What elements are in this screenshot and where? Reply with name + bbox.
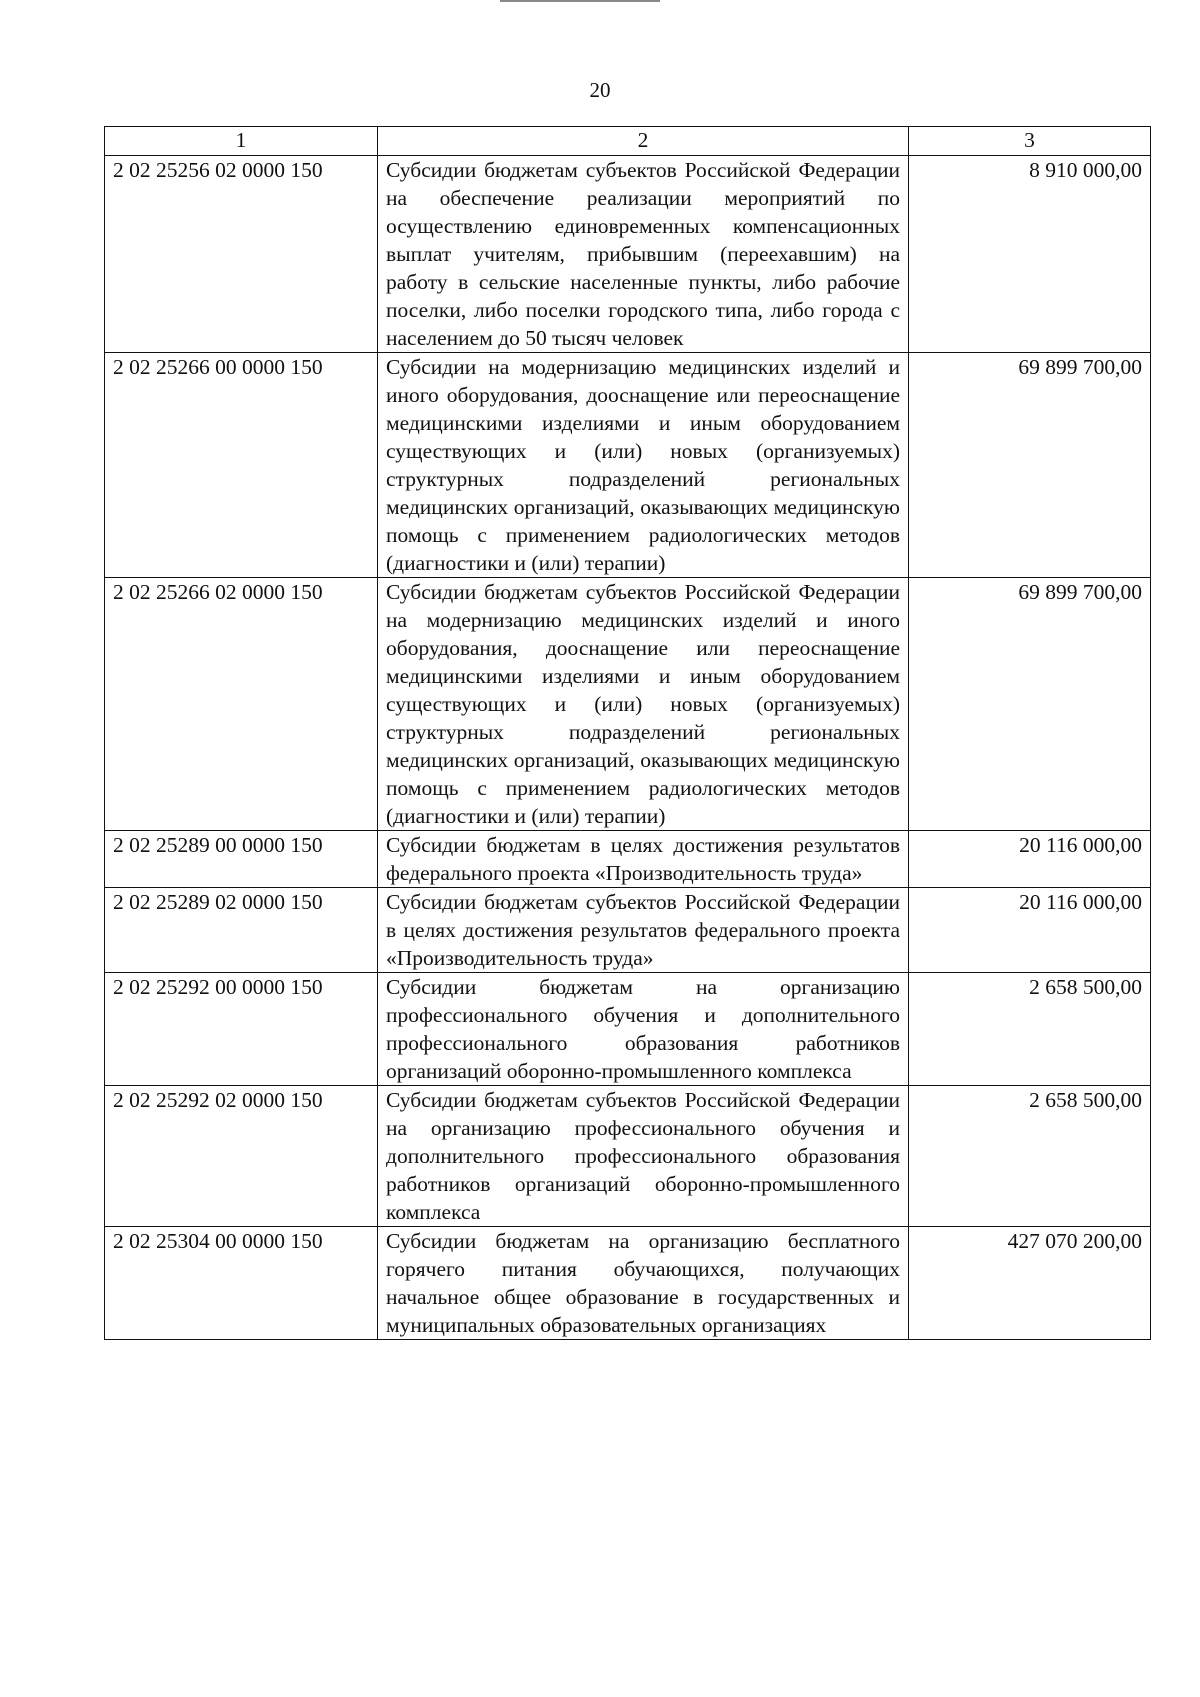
budget-code: 2 02 25289 00 0000 150 bbox=[105, 831, 378, 888]
budget-description: Субсидии бюджетам на организацию профессионального обучения и дополнительного профессионального образования работников организаций оборонно-промышленного комплекса bbox=[378, 973, 909, 1086]
column-header-2: 2 bbox=[378, 127, 909, 156]
budget-amount: 2 658 500,00 bbox=[909, 1086, 1151, 1227]
table-row bbox=[105, 353, 1151, 578]
budget-amount: 8 910 000,00 bbox=[909, 156, 1151, 353]
budget-description: Субсидии бюджетам субъектов Российской Федерации в целях достижения результатов федерального проекта «Производительность труда» bbox=[378, 888, 909, 973]
budget-description: Субсидии на модернизацию медицинских изделий и иного оборудования, дооснащение или переоснащение медицинскими изделиями и иным оборудованием существующих и (или) новых (организуемых) структурных подразделений региональных медицинских организаций, оказывающих медицинскую помощь с применением радиологических методов (диагностики и (или) терапии) bbox=[378, 353, 909, 578]
top-edge-rule bbox=[500, 0, 660, 2]
page-number: 20 bbox=[589, 78, 611, 102]
budget-table bbox=[104, 126, 1151, 1340]
budget-code: 2 02 25304 00 0000 150 bbox=[105, 1227, 378, 1340]
table-row bbox=[105, 1086, 1151, 1227]
budget-amount: 20 116 000,00 bbox=[909, 831, 1151, 888]
table-row bbox=[105, 973, 1151, 1086]
budget-amount: 2 658 500,00 bbox=[909, 973, 1151, 1086]
budget-code: 2 02 25289 02 0000 150 bbox=[105, 888, 378, 973]
table-row bbox=[105, 831, 1151, 888]
budget-code: 2 02 25292 02 0000 150 bbox=[105, 1086, 378, 1227]
column-header-3: 3 bbox=[909, 127, 1151, 156]
budget-amount: 69 899 700,00 bbox=[909, 578, 1151, 831]
budget-description: Субсидии бюджетам субъектов Российской Федерации на модернизацию медицинских изделий и иного оборудования, дооснащение или переоснащение медицинскими изделиями и иным оборудованием существующих и (или) новых (организуемых) структурных подразделений региональных медицинских организаций, оказывающих медицинскую помощь с применением радиологических методов (диагностики и (или) терапии) bbox=[378, 578, 909, 831]
budget-code: 2 02 25266 02 0000 150 bbox=[105, 578, 378, 831]
table-row bbox=[105, 156, 1151, 353]
budget-description: Субсидии бюджетам в целях достижения результатов федерального проекта «Производительность труда» bbox=[378, 831, 909, 888]
budget-amount: 20 116 000,00 bbox=[909, 888, 1151, 973]
table-row bbox=[105, 578, 1151, 831]
budget-description: Субсидии бюджетам субъектов Российской Федерации на организацию профессионального обучения и дополнительного профессионального образования работников организаций оборонно-промышленного комплекса bbox=[378, 1086, 909, 1227]
table-header-row bbox=[105, 127, 1151, 156]
budget-description: Субсидии бюджетам на организацию бесплатного горячего питания обучающихся, получающих начальное общее образование в государственных и муниципальных образовательных организациях bbox=[378, 1227, 909, 1340]
budget-code: 2 02 25292 00 0000 150 bbox=[105, 973, 378, 1086]
budget-description: Субсидии бюджетам субъектов Российской Федерации на обеспечение реализации мероприятий по осуществлению единовременных компенсационных выплат учителям, прибывшим (переехавшим) на работу в сельские населенные пункты, либо рабочие поселки, либо поселки городского типа, либо города с населением до 50 тысяч человек bbox=[378, 156, 909, 353]
budget-code: 2 02 25266 00 0000 150 bbox=[105, 353, 378, 578]
column-header-1: 1 bbox=[105, 127, 378, 156]
table-row bbox=[105, 1227, 1151, 1340]
budget-amount: 69 899 700,00 bbox=[909, 353, 1151, 578]
budget-code: 2 02 25256 02 0000 150 bbox=[105, 156, 378, 353]
table-row bbox=[105, 888, 1151, 973]
budget-amount: 427 070 200,00 bbox=[909, 1227, 1151, 1340]
